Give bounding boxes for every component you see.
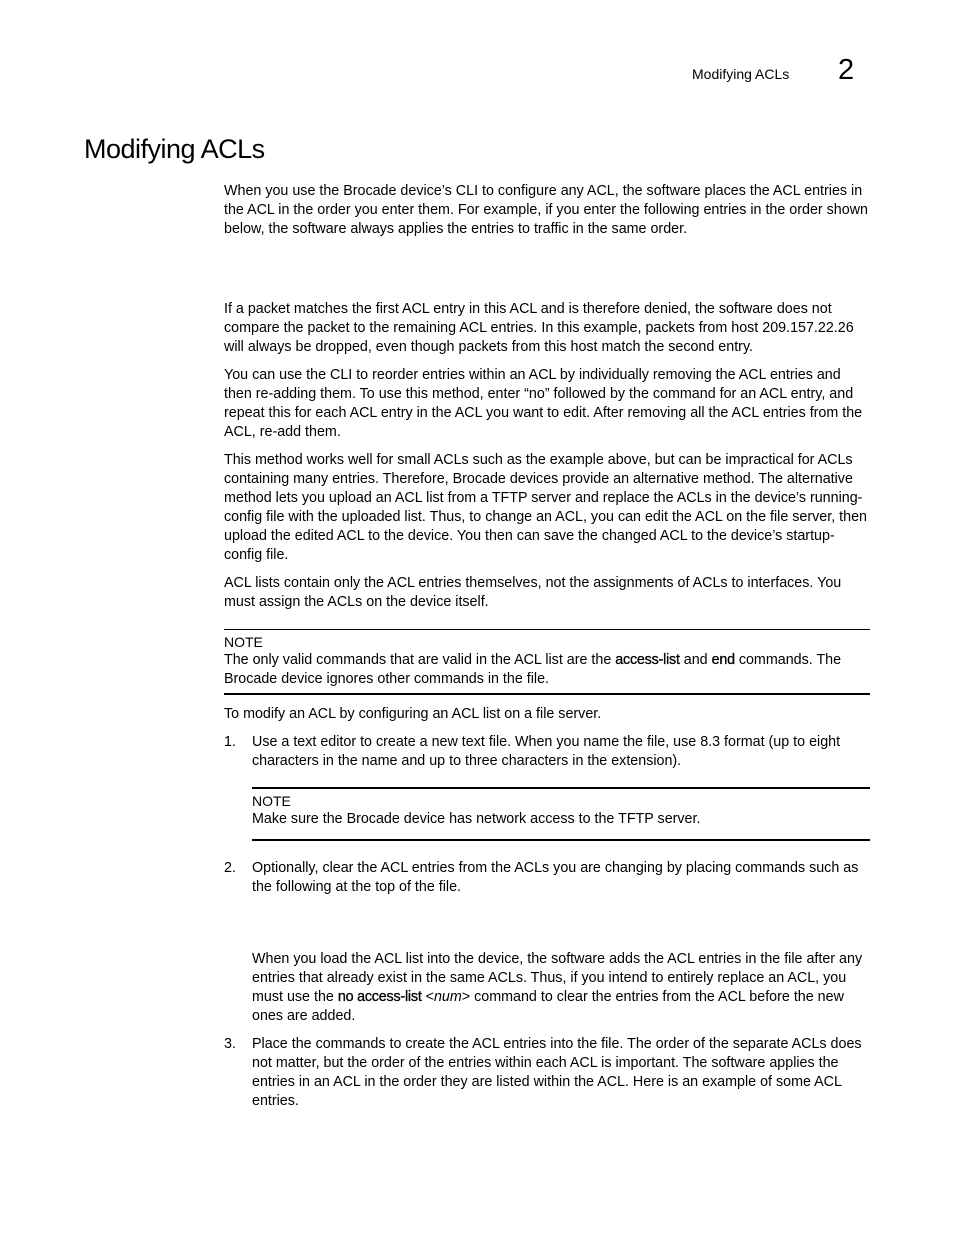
code-example-gap bbox=[252, 906, 870, 950]
step-text: Optionally, clear the ACL entries from the ACLs you are changing by placing commands such as the following at the top of the file. bbox=[252, 860, 859, 895]
note-text-part: and bbox=[679, 652, 712, 668]
command-end: end bbox=[711, 652, 735, 668]
note-label: NOTE bbox=[224, 634, 263, 650]
text-part: < bbox=[421, 989, 434, 1005]
note-label: NOTE bbox=[252, 793, 291, 809]
note-text-part: commands. The Brocade device ignores other commands in the file. bbox=[224, 652, 842, 687]
step-number: 3. bbox=[224, 1036, 236, 1052]
note-text: Make sure the Brocade device has network access to the TFTP server. bbox=[252, 811, 701, 827]
procedure-intro: To modify an ACL by configuring an ACL list on a file server. bbox=[224, 706, 602, 722]
note-box bbox=[252, 787, 870, 841]
body-content bbox=[224, 182, 870, 1120]
step-followup-text bbox=[252, 950, 870, 1026]
command-access-list: access-list bbox=[615, 652, 680, 668]
code-example-gap bbox=[224, 248, 870, 300]
step-2 bbox=[224, 859, 870, 1026]
note-text bbox=[224, 651, 870, 689]
chapter-number: 2 bbox=[838, 54, 855, 86]
text-part: When you load the ACL list into the device, the software adds the ACL entries in the file after any entries that already exist in the same ACLs. Thus, if you intend to entirely replace an ACL, you must use the bbox=[252, 951, 863, 1005]
variable-num: num bbox=[433, 989, 462, 1005]
note-text-part: The only valid commands that are valid in the ACL list are the bbox=[224, 652, 616, 668]
step-text: Place the commands to create the ACL entries into the file. The order of the separate ACLs does not matter, but the order of the entries within each ACL is important. The software applies the entries in an ACL in the order they are listed within the ACL. Here is an example of some ACL entries. bbox=[252, 1036, 862, 1109]
paragraph-acl-lists: ACL lists contain only the ACL entries themselves, not the assignments of ACLs to interfaces. You must assign the ACLs on the device itself. bbox=[224, 575, 842, 610]
step-number: 1. bbox=[224, 734, 236, 750]
paragraph-packet-match: If a packet matches the first ACL entry in this ACL and is therefore denied, the software does not compare the packet to the remaining ACL entries. In this example, packets from host 209.157.22.26 will always be dropped, even though packets from this host match the second entry. bbox=[224, 301, 854, 355]
step-number: 2. bbox=[224, 860, 236, 876]
running-header-section: Modifying ACLs bbox=[692, 66, 790, 82]
step-1 bbox=[224, 733, 870, 841]
text-part: > command to clear the entries from the ACL before the new ones are added. bbox=[252, 989, 844, 1024]
paragraph-intro-order: When you use the Brocade device’s CLI to configure any ACL, the software places the ACL entries in the ACL in the order you enter them. For example, if you enter the following entries in the order shown below, the software always applies the entries to traffic in the same order. bbox=[224, 183, 868, 237]
paragraph-reorder: You can use the CLI to reorder entries within an ACL by individually removing the ACL entries and then re-adding them. To use this method, enter “no” followed by the command for an ACL entry, and repeat this for each ACL entry in the ACL you want to edit. After removing all the ACL entries from the ACL, re-add them. bbox=[224, 367, 863, 440]
command-no-access-list: no access-list bbox=[337, 989, 422, 1005]
step-3 bbox=[224, 1035, 870, 1111]
step-text: Use a text editor to create a new text file. When you name the file, use 8.3 format (up to eight characters in the name and up to three characters in the extension). bbox=[252, 734, 841, 769]
page-title: Modifying ACLs bbox=[84, 134, 265, 164]
note-box bbox=[224, 629, 870, 695]
paragraph-alternative: This method works well for small ACLs such as the example above, but can be impractical for ACLs containing many entries. Therefore, Brocade devices provide an alternative method. The alternative method lets you upload an ACL list from a TFTP server and replace the ACLs in the device’s running-config file with the uploaded list. Thus, to change an ACL, you can edit the ACL on the file server, then upload the edited ACL to the device. You then can save the changed ACL to the device’s startup-config file. bbox=[224, 452, 867, 563]
